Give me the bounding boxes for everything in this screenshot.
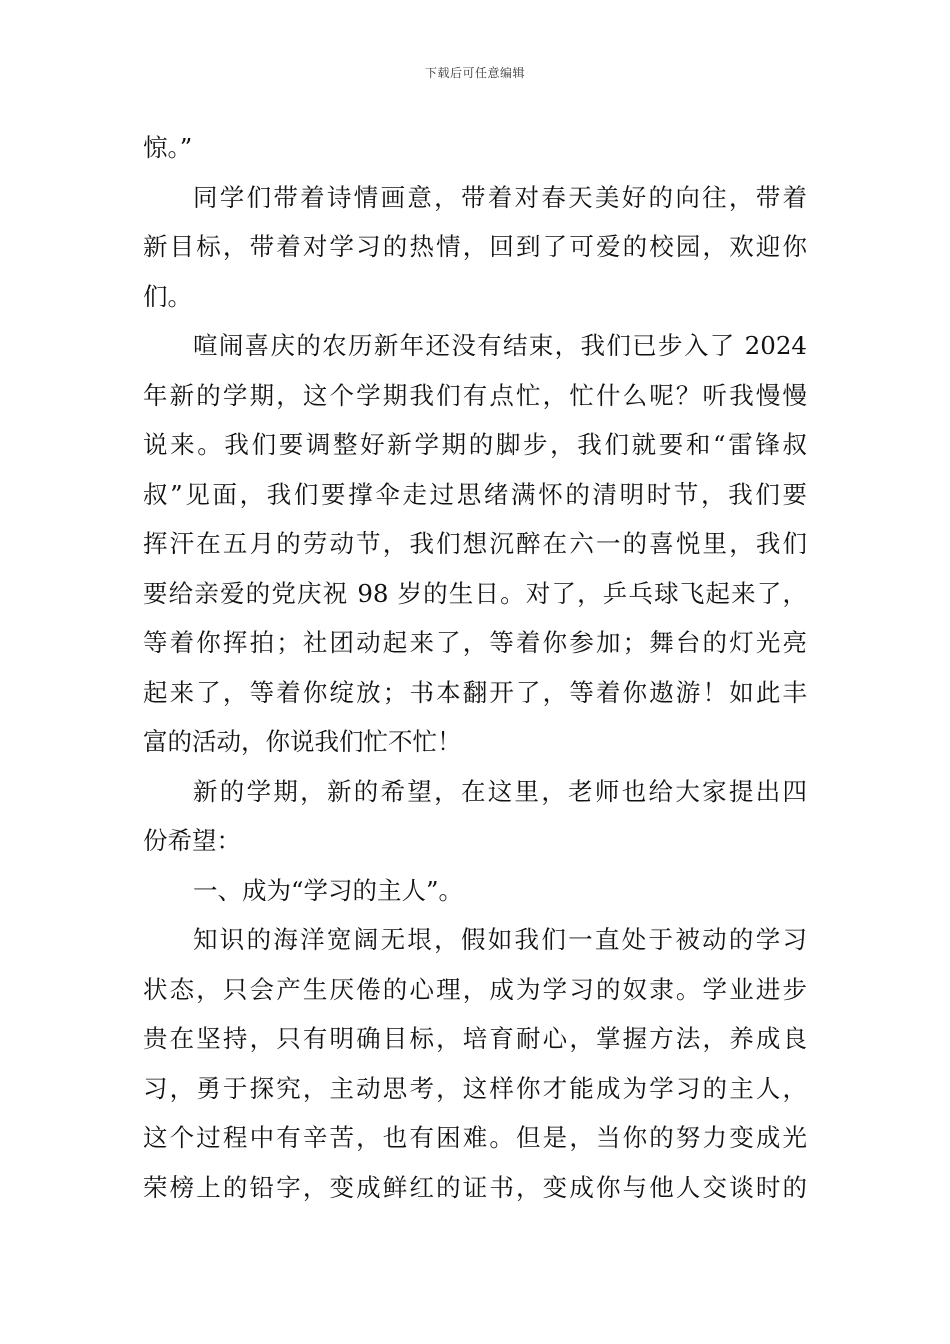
text-line: 等着你挥拍；社团动起来了，等着你参加；舞台的灯光亮 [143, 628, 807, 657]
text-line: 这个过程中有辛苦，也有困难。但是，当你的努力变成光 [143, 1123, 807, 1152]
text-line: 叔”见面，我们要撑伞走过思绪满怀的清明时节，我们要 [143, 479, 807, 509]
text-line: 知识的海洋宽阔无垠，假如我们一直处于被动的学习 [193, 925, 807, 954]
text-line: 荣榜上的铅字，变成鲜红的证书，变成你与他人交谈时的 [143, 1172, 807, 1202]
text-line: 惊。” [143, 133, 193, 162]
text-line: 要给亲爱的党庆祝 98 岁的生日。对了，乒乓球飞起来了， [143, 578, 807, 608]
text-line: 同学们带着诗情画意，带着对春天美好的向往，带着 [193, 182, 807, 212]
text-line: 起来了，等着你绽放；书本翻开了，等着你遨游！如此丰 [143, 677, 807, 707]
text-line: 状态，只会产生厌倦的心理，成为学习的奴隶。学业进步 [143, 974, 807, 1004]
text-line: 富的活动，你说我们忙不忙！ [143, 727, 462, 756]
text-line: 喧闹喜庆的农历新年还没有结束，我们已步入了 2024 [193, 331, 807, 360]
text-line: 新目标，带着对学习的热情，回到了可爱的校园，欢迎你 [143, 232, 807, 261]
text-line: 新的学期，新的希望，在这里，老师也给大家提出四 [193, 776, 807, 806]
body-text [143, 123, 807, 1212]
section-heading: 一、成为“学习的主人”。 [193, 875, 464, 905]
text-line: 年新的学期，这个学期我们有点忙，忙什么呢？听我慢慢 [143, 380, 807, 410]
text-line: 习，勇于探究，主动思考，这样你才能成为学习的主人， [143, 1073, 807, 1103]
text-line: 份希望： [143, 826, 241, 855]
text-line: 说来。我们要调整好新学期的脚步，我们就要和“雷锋叔 [143, 430, 807, 459]
text-line: 挥汗在五月的劳动节，我们想沉醉在六一的喜悦里，我们 [143, 529, 807, 558]
text-line: 们。 [143, 281, 192, 311]
text-line: 贵在坚持，只有明确目标，培育耐心，掌握方法，养成良 [143, 1024, 807, 1053]
page-header: 下载后可任意编辑 [424, 66, 525, 80]
